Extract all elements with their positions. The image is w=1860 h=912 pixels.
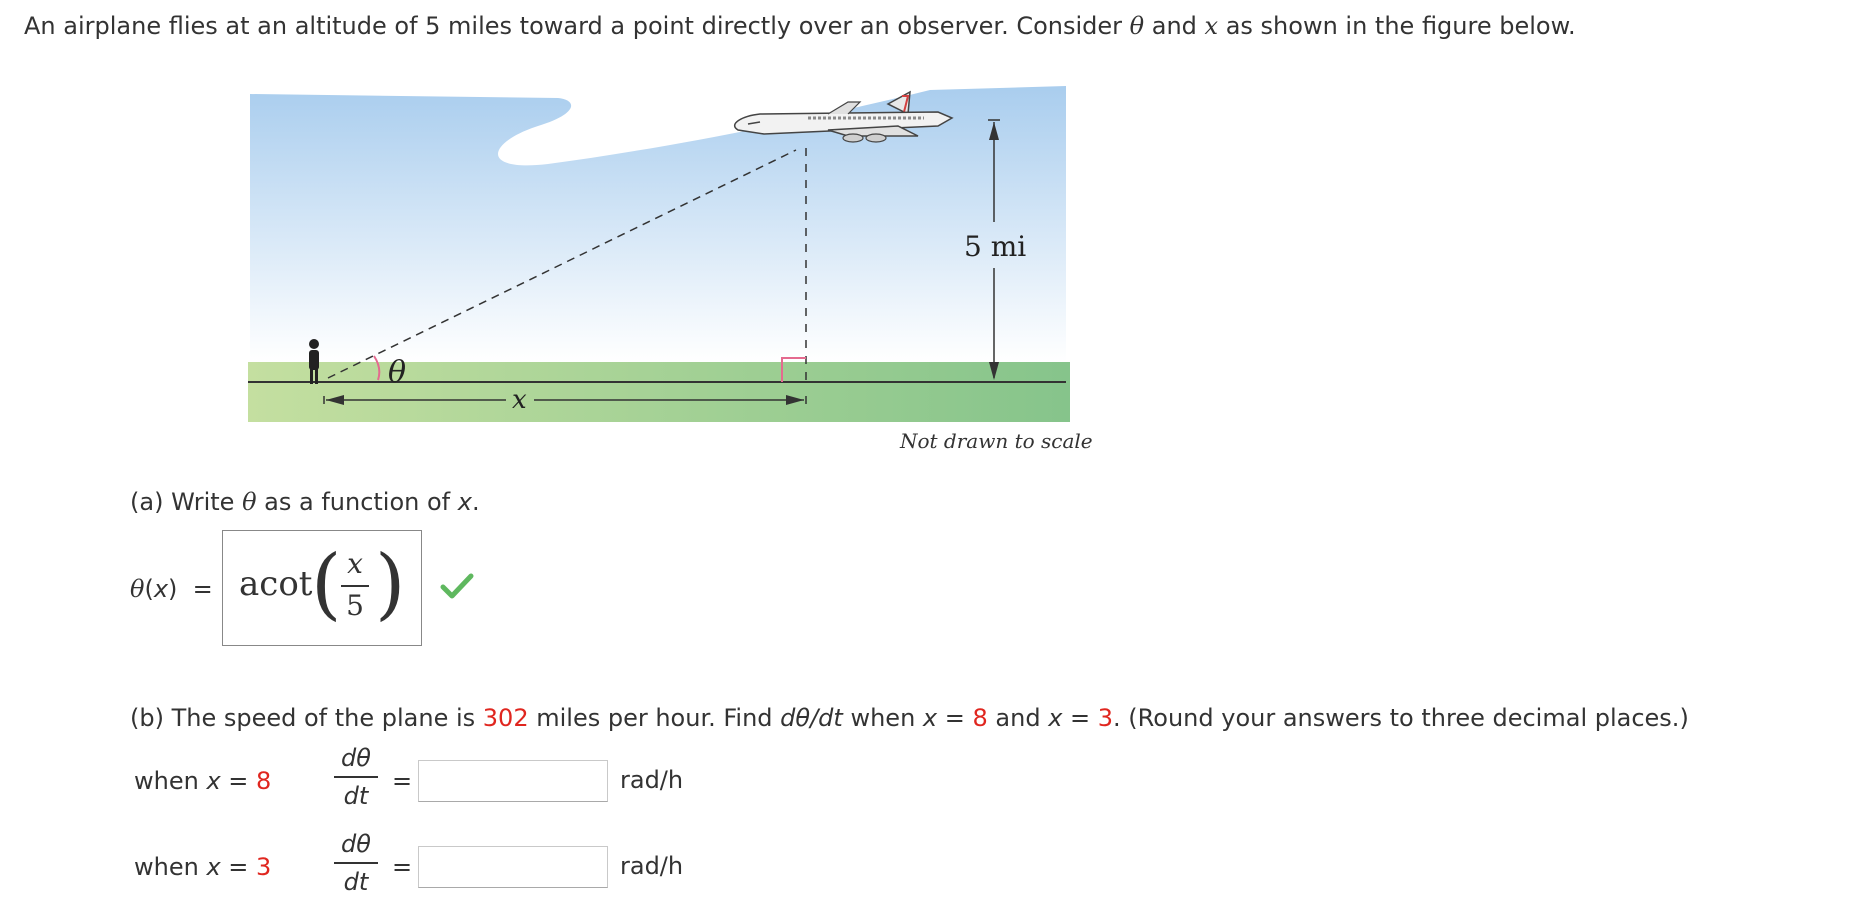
part-b-eq2: = bbox=[1062, 704, 1098, 732]
intro-text-1: An airplane flies at an altitude of 5 miles toward a point directly over an observer. Consider bbox=[24, 12, 1130, 40]
part-a-question bbox=[130, 484, 480, 520]
part-b-text-3: when bbox=[842, 704, 923, 732]
part-b-text-1: (b) The speed of the plane is bbox=[130, 704, 483, 732]
derivative-denominator: dt bbox=[343, 782, 369, 810]
unit-label-1: rad/h bbox=[620, 766, 684, 794]
part-b-text-2: miles per hour. Find bbox=[528, 704, 781, 732]
when-value: 3 bbox=[256, 853, 272, 881]
problem-intro bbox=[24, 8, 1576, 44]
intro-text-2: and bbox=[1144, 12, 1205, 40]
when-eq: = bbox=[220, 853, 257, 881]
when-value: 8 bbox=[256, 767, 272, 795]
when-row-1-label bbox=[134, 764, 271, 798]
answer-func: acot bbox=[239, 564, 313, 604]
when-text: when bbox=[134, 853, 207, 881]
lhs-x: x bbox=[153, 575, 169, 603]
derivative-bar bbox=[334, 862, 378, 864]
part-b-x1: x bbox=[922, 704, 938, 732]
airplane-diagram bbox=[248, 86, 1093, 456]
distance-label: x bbox=[512, 385, 527, 415]
derivative-numerator: dθ bbox=[341, 830, 371, 858]
checkmark-icon bbox=[440, 572, 474, 606]
equals-sign-2: = bbox=[392, 853, 413, 881]
part-b-text-5: . (Round your answers to three decimal places.) bbox=[1113, 704, 1689, 732]
derivative-fraction-2 bbox=[334, 830, 378, 896]
lhs-paren-close: ) bbox=[168, 575, 178, 603]
part-a-text-2: as a function of bbox=[256, 488, 458, 516]
theta-function-label bbox=[130, 572, 213, 606]
lhs-paren-open: ( bbox=[144, 575, 154, 603]
part-a-text-1: (a) Write bbox=[130, 488, 243, 516]
answer-input-x3[interactable] bbox=[418, 846, 608, 888]
intro-theta: θ bbox=[1129, 12, 1145, 40]
plane-speed: 302 bbox=[482, 704, 529, 732]
not-to-scale-note: Not drawn to scale bbox=[900, 429, 1093, 453]
checkmark-svg bbox=[440, 572, 474, 600]
altitude-label: 5 mi bbox=[964, 230, 1027, 263]
answer-numerator: x bbox=[347, 547, 363, 580]
ground bbox=[248, 362, 1070, 422]
when-var: x bbox=[206, 767, 221, 795]
part-b-x1-value: 8 bbox=[972, 704, 988, 732]
sky bbox=[250, 86, 1066, 362]
when-text: when bbox=[134, 767, 207, 795]
when-eq: = bbox=[220, 767, 257, 795]
equals-sign-1: = bbox=[392, 767, 413, 795]
lhs-theta: θ bbox=[130, 575, 145, 603]
derivative-numerator: dθ bbox=[341, 744, 371, 772]
part-a-text-3: . bbox=[471, 488, 480, 516]
answer-paren-close: ) bbox=[375, 539, 406, 629]
intro-x: x bbox=[1204, 12, 1219, 40]
when-row-2-label bbox=[134, 850, 271, 884]
derivative-bar bbox=[334, 776, 378, 778]
part-b-x2-value: 3 bbox=[1097, 704, 1114, 732]
part-b-question bbox=[130, 700, 1689, 736]
part-b-eq1: = bbox=[937, 704, 973, 732]
answer-input-x8[interactable] bbox=[418, 760, 608, 802]
answer-paren-open: ( bbox=[311, 539, 342, 629]
airplane-figure bbox=[248, 86, 1093, 456]
part-b-x2: x bbox=[1048, 704, 1063, 732]
answer-denominator: 5 bbox=[346, 589, 364, 622]
part-b-text-4: and bbox=[987, 704, 1049, 732]
when-var: x bbox=[206, 853, 221, 881]
intro-text-3: as shown in the figure below. bbox=[1218, 12, 1576, 40]
lhs-equals: = bbox=[192, 575, 213, 603]
part-a-theta: θ bbox=[242, 488, 257, 516]
unit-label-2: rad/h bbox=[620, 852, 684, 880]
angle-label: θ bbox=[388, 355, 407, 390]
answer-fraction-bar bbox=[341, 585, 369, 587]
derivative-denominator: dt bbox=[343, 868, 369, 896]
part-a-answer-box[interactable] bbox=[222, 530, 422, 646]
rate-expression: dθ/dt bbox=[780, 704, 843, 732]
part-a-x: x bbox=[457, 488, 472, 516]
derivative-fraction-1 bbox=[334, 744, 378, 810]
